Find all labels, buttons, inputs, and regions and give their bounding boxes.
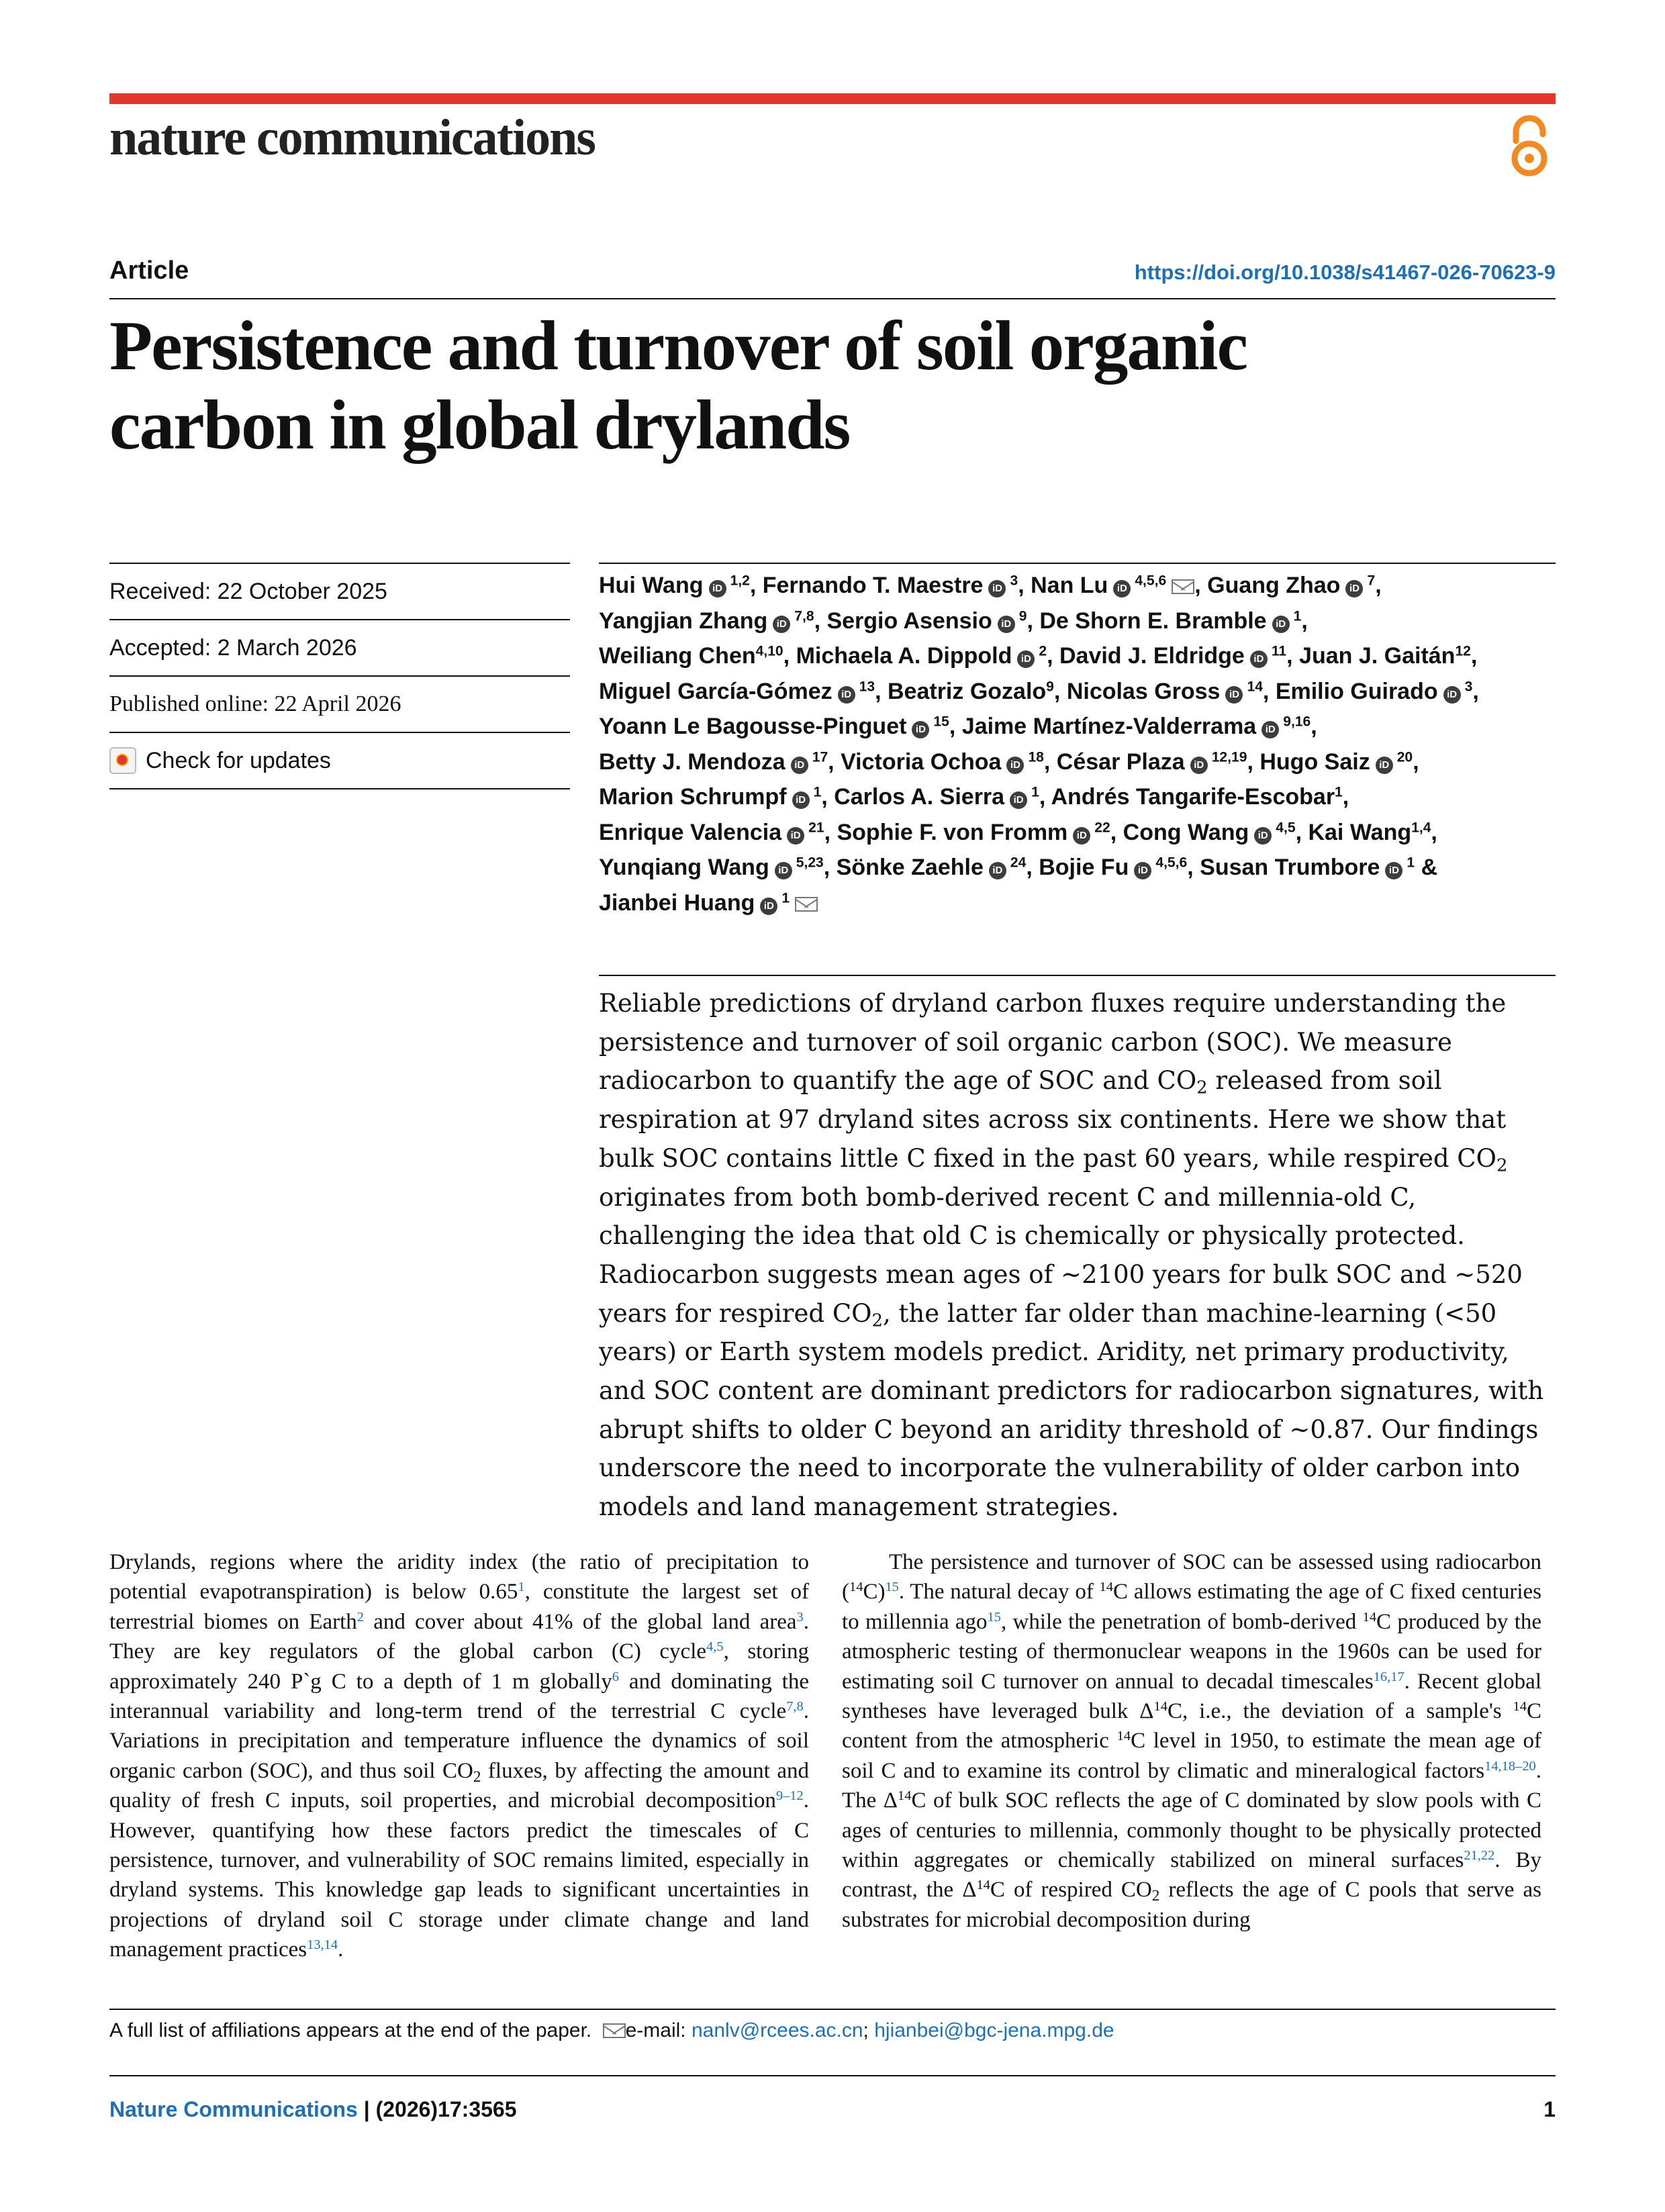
author[interactable] [599,749,828,775]
orcid-icon[interactable]: iD [838,686,855,704]
isotope-superscript: 14 [898,1788,912,1803]
author[interactable] [826,608,1027,634]
abstract-text-1: Reliable predictions of dryland carbon fluxes require understanding the persistence and turnover of soil organic carbon (SOC). We measure radiocarbon to quantify the age of SOC and CO [599,989,1507,1096]
check-for-updates-button[interactable] [109,733,570,789]
article-metadata [109,563,570,789]
author-name: Fernando T. Maestre [762,573,984,598]
author[interactable] [796,643,1047,669]
author-name: Jianbei Huang [599,889,755,916]
author-name: Yunqiang Wang [599,855,769,880]
author[interactable] [599,608,814,634]
orcid-icon[interactable]: iD [1225,686,1243,704]
orcid-icon[interactable]: iD [787,827,804,845]
email-icon[interactable] [1172,579,1194,594]
author-name: Beatriz Gozalo [888,678,1047,704]
body-text: . However, quantifying how these factors predict the timescales of C persistence, turnover, and vulnerability of SOC remains limited, especially in dryland systems. This knowledge gap leads to significant uncertainties in projections of dryland soil C storage under climate change and land management practices [109,1788,809,1962]
journal-citation [109,2097,517,2122]
page-number: 1 [1543,2097,1556,2121]
isotope-superscript: 14 [1362,1609,1377,1625]
published-date: Published online: 22 April 2026 [109,677,570,733]
reference-link[interactable]: 21,22 [1464,1847,1495,1863]
author-name: Nicolas Gross [1066,678,1221,704]
author-separator: , [1311,714,1317,739]
reference-link[interactable]: 14,18–20 [1484,1758,1536,1774]
orcid-icon[interactable]: iD [709,580,726,597]
reference-link[interactable]: 15 [987,1609,1001,1625]
author-name: De Shorn E. Bramble [1039,608,1267,634]
author-affiliation: 14 [1247,678,1263,694]
author-affiliation: 1,4 [1411,819,1431,835]
body-text: Drylands, regions where the aridity index (the ratio of precipitation to potential evapotranspiration) is below 0.65 [109,1550,809,1604]
reference-link[interactable]: 16,17 [1373,1669,1405,1684]
author-name: Guang Zhao [1207,573,1341,598]
author-name: Yoann Le Bagousse-Pinguet [599,714,907,739]
author-separator: , [1018,573,1031,598]
body-text: fluxes, by affecting the amount and quality of fresh C inputs, soil properties, and microbial decomposition [109,1758,809,1813]
reference-link[interactable]: 6 [612,1669,619,1684]
author[interactable] [841,749,1044,775]
email-separator: ; [863,2019,875,2041]
author[interactable] [1039,608,1301,634]
author-affiliation: 7 [1367,573,1376,589]
orcid-icon[interactable]: iD [1385,862,1402,879]
author-affiliation: 1 [781,889,790,906]
author-separator: , [1470,643,1478,669]
author-name: Kai Wang [1308,819,1412,845]
author-separator: , [1262,678,1276,704]
check-for-updates-label: Check for updates [146,747,331,773]
author-list [599,568,1556,920]
author-affiliation: 1 [1407,855,1415,871]
author-affiliation: 4,10 [755,643,783,659]
author-name: César Plaza [1056,749,1185,775]
author-affiliation: 9 [1018,608,1027,624]
author-separator: , [1027,608,1040,634]
author-name: Victoria Ochoa [841,749,1002,775]
author-separator: , [1413,749,1419,775]
abstract-divider [599,975,1556,976]
author[interactable] [599,573,750,598]
body-text: , storing approximately 240 P`g C to a depth of 1 m globally [109,1639,809,1694]
orcid-icon[interactable]: iD [1254,827,1272,845]
author-separator: , [1431,819,1437,845]
orcid-icon[interactable]: iD [1017,651,1035,668]
body-text: C) [863,1580,886,1604]
authors-divider [599,563,1556,564]
author-separator: , [828,749,841,775]
orcid-icon[interactable]: iD [1134,862,1151,879]
citation-volume: | (2026)17:3565 [357,2097,517,2121]
orcid-icon[interactable]: iD [760,898,777,915]
author-separator: , [875,678,888,704]
author[interactable] [1123,820,1296,845]
author-affiliation: 20 [1396,749,1413,765]
author-affiliation: 12,19 [1211,749,1247,765]
author-name: Enrique Valencia [599,819,782,845]
author-separator: , [749,573,763,598]
author-affiliation: 1 [813,784,822,800]
author-affiliation: 13 [859,678,875,694]
email-icon [603,2023,626,2038]
author-separator: , [949,714,962,739]
doi-link[interactable]: https://doi.org/10.1038/s41467-026-70623-9 [1134,260,1556,284]
body-text: C of respired CO [990,1878,1152,1903]
author-separator: , [783,643,796,669]
author-separator: & [1415,855,1438,880]
author-name: Susan Trumbore [1200,855,1380,880]
body-text: The persistence and turnover of SOC can be assessed using radiocarbon ( [842,1550,1541,1604]
author[interactable] [599,643,783,669]
author-affiliation: 1 [1031,784,1039,800]
author[interactable] [599,820,824,845]
author-affiliation: 3 [1010,573,1018,589]
orcid-icon[interactable]: iD [998,616,1015,633]
orcid-icon[interactable]: iD [1272,616,1290,633]
author[interactable] [837,855,1027,880]
abstract [599,984,1556,1527]
author-separator: , [1301,608,1308,634]
author-separator: , [1026,855,1039,880]
orcid-icon[interactable]: iD [988,580,1006,597]
journal-accent-bar [109,93,1556,104]
author-affiliation: 3 [1464,678,1473,694]
crossmark-icon [109,747,136,774]
author-name: David J. Eldridge [1059,643,1245,669]
author-separator: , [1047,643,1059,669]
reference-link[interactable]: 1 [518,1580,525,1595]
author[interactable] [834,784,1039,810]
author-separator: , [1375,573,1382,598]
author-name: Jaime Martínez-Valderrama [961,714,1257,739]
body-text: C, i.e., the deviation of a sample's [1167,1699,1513,1724]
author-affiliation: 4,5,6 [1135,573,1167,589]
author[interactable] [599,679,875,704]
orcid-icon[interactable]: iD [1073,827,1090,845]
author-name: Yangjian Zhang [599,608,768,634]
title-line-2: carbon in global drylands [109,385,850,464]
email-label: e-mail: [625,2019,692,2041]
reference-link[interactable]: 15 [885,1580,899,1595]
orcid-icon[interactable]: iD [1190,757,1208,774]
orcid-icon[interactable]: iD [1113,580,1131,597]
author[interactable] [1057,749,1247,775]
email-link-2[interactable]: hjianbei@bgc-jena.mpg.de [874,2019,1114,2041]
email-icon[interactable] [795,897,818,912]
isotope-superscript: 14 [849,1580,863,1595]
orcid-icon[interactable]: iD [791,757,808,774]
author-separator: , [1053,678,1067,704]
header-divider [109,298,1556,299]
email-link-1[interactable]: nanlv@rcees.ac.cn [691,2019,863,2041]
author-affiliation: 24 [1010,855,1027,871]
author[interactable] [599,714,949,739]
orcid-icon[interactable]: iD [1250,651,1268,668]
orcid-icon[interactable]: iD [1345,580,1363,597]
open-access-icon[interactable] [1508,114,1551,179]
body-text: . The natural decay of [898,1580,1100,1604]
orcid-icon[interactable]: iD [1376,757,1393,774]
body-text: reflects the age of C pools that serve as substrates for microbial decomposition during [842,1878,1541,1932]
footer-divider [109,2009,1556,2010]
body-text: C allows estimating the age of C fixed centuries to millennia ago [842,1580,1542,1634]
author[interactable] [599,855,824,880]
author-separator: , [1110,819,1123,845]
author[interactable] [1276,679,1473,704]
body-text: C produced by the atmospheric testing of thermonuclear weapons in the 1960s can be used for estimating soil C turnover on annual to decadal timescales [842,1609,1542,1694]
body-text: . The Δ [842,1758,1541,1813]
author[interactable] [962,714,1311,739]
author-separator: , [821,784,835,810]
orcid-icon[interactable]: iD [912,721,929,738]
author-separator: , [1342,784,1349,810]
body-column-left [109,1547,809,1965]
abstract-subscript: 2 [1496,1155,1508,1176]
author-name: Sophie F. von Fromm [837,819,1068,845]
article-title [109,306,1519,465]
author-affiliation: 4,5,6 [1155,855,1188,871]
isotope-superscript: 14 [1153,1698,1168,1714]
author-name: Hui Wang [599,573,704,598]
isotope-superscript: 14 [1116,1729,1131,1744]
author-name: Andrés Tangarife-Escobar [1051,784,1335,810]
reference-link[interactable]: 7,8 [786,1698,804,1714]
abstract-subscript: 2 [1196,1077,1208,1098]
author[interactable] [1031,573,1194,598]
orcid-icon[interactable]: iD [775,862,792,879]
body-text: , constitute the largest set of terrestrial biomes on Earth [109,1580,809,1634]
author-affiliation: 2 [1039,643,1047,659]
reference-link[interactable]: 3 [796,1609,804,1625]
author-affiliation: 1,2 [730,573,750,589]
author-name: Sönke Zaehle [836,855,984,880]
author-separator: , [1295,819,1309,845]
author-separator: , [1194,573,1208,598]
article-type-label: Article [109,256,189,285]
orcid-icon[interactable]: iD [792,791,810,809]
author-affiliation: 11 [1271,643,1287,659]
author-affiliation: 7,8 [794,608,814,624]
orcid-icon[interactable]: iD [1010,791,1027,809]
orcid-icon[interactable]: iD [989,862,1006,879]
body-text: . Variations in precipitation and temperature influence the dynamics of soil organic carbon (SOC), and thus soil CO [109,1699,809,1783]
title-line-1: Persistence and turnover of soil organic [109,306,1247,385]
journal-name: nature communications [109,109,595,166]
abstract-text-4: , the latter far older than machine-learning (<50 years) or Earth system models predict. Aridity, net primary productivity, and SOC content are dominant predictors for radiocarbon signatures, with abrupt shifts to older C beyond an aridity threshold of ~0.87. Our findings underscore the need to incorporate the vulnerability of older carbon into models and land management strategies. [599,1298,1544,1522]
orcid-icon[interactable]: iD [773,616,790,633]
author-separator: , [814,608,827,634]
author-separator: , [1472,678,1479,704]
author-affiliation: 22 [1094,819,1110,835]
orcid-icon[interactable]: iD [1262,721,1279,738]
body-text: , while the penetration of bomb-derived [1000,1609,1363,1634]
body-text: C of bulk SOC reflects the age of C dominated by slow pools with C ages of centuries to millennia, commonly thought to be physically protected within aggregates or chemically stabilized on mineral surfaces [842,1788,1542,1873]
reference-link[interactable]: 9–12 [775,1788,804,1803]
author[interactable] [837,820,1110,845]
body-text: and cover about 41% of the global land area [364,1609,797,1634]
author-name: Michaela A. Dippold [796,643,1012,669]
body-text: . They are key regulators of the global carbon (C) cycle [109,1609,809,1664]
author-affiliation: 1 [1293,608,1302,624]
author[interactable] [1067,679,1263,704]
journal-citation-name[interactable]: Nature Communications [109,2097,358,2121]
author-affiliation: 12 [1455,643,1471,659]
author-affiliation: 1 [1335,784,1343,800]
author-affiliation: 17 [812,749,828,765]
bottom-divider [109,2075,1556,2076]
body-column-right [842,1547,1541,1935]
author[interactable] [1299,643,1471,669]
body-text: . Recent global syntheses have leveraged bulk Δ [842,1669,1541,1724]
body-text: and dominating the interannual variability and long-term trend of the terrestrial C cycle [109,1669,809,1724]
isotope-superscript: 14 [976,1878,990,1893]
affiliations-note [109,2019,1114,2042]
author-separator: , [823,855,837,880]
isotope-superscript: 14 [1513,1698,1527,1714]
author[interactable] [763,573,1018,598]
author[interactable] [1039,855,1187,880]
received-date: Received: 22 October 2025 [109,563,570,620]
affiliations-note-text: A full list of affiliations appears at the end of the paper. [109,2019,592,2041]
author[interactable] [1207,573,1375,598]
author-name: Miguel García-Gómez [599,678,832,704]
author-name: Marion Schrumpf [599,784,787,810]
author-separator: , [1043,749,1057,775]
reference-link[interactable]: 2 [356,1609,365,1625]
body-text: C content from the atmospheric [842,1699,1541,1753]
subscript: 2 [1151,1886,1160,1905]
author-name: Weiliang Chen [599,643,756,669]
body-text: . [338,1937,344,1962]
isotope-superscript: 14 [1099,1580,1113,1595]
subscript: 2 [473,1767,481,1785]
author-name: Nan Lu [1031,573,1108,598]
author[interactable] [1259,749,1413,775]
author-separator: , [1286,643,1300,669]
abstract-text-3: originates from both bomb-derived recent C and millennia-old C, challenging the idea that old C is chemically or physically protected. Radiocarbon suggests mean ages of ~2100 years for bulk SOC and ~520 years for respired CO [599,1182,1523,1328]
accepted-date: Accepted: 2 March 2026 [109,620,570,677]
author[interactable] [1308,820,1431,845]
author-name: Hugo Saiz [1259,749,1370,775]
body-text: C level in 1950, to estimate the mean age of soil C and to examine its control by climatic and mineralogical factors [842,1729,1541,1783]
author-affiliation: 5,23 [796,855,824,871]
author[interactable] [1200,855,1415,880]
orcid-icon[interactable]: iD [1006,757,1024,774]
reference-link[interactable]: 13,14 [307,1937,338,1953]
author-name: Bojie Fu [1039,855,1129,880]
author-name: Juan J. Gaitán [1299,643,1456,669]
reference-link[interactable]: 4,5 [706,1639,724,1654]
author[interactable] [1051,784,1342,810]
author[interactable] [599,890,818,916]
author-name: Sergio Asensio [826,608,992,634]
author-separator: , [1247,749,1260,775]
body-text: . By contrast, the Δ [842,1848,1541,1903]
author[interactable] [1059,643,1286,669]
author-name: Cong Wang [1123,819,1249,845]
author-affiliation: 18 [1028,749,1044,765]
author-affiliation: 21 [808,819,824,835]
author-separator: , [1039,784,1051,810]
author-affiliation: 9 [1046,678,1054,694]
author[interactable] [888,679,1054,704]
author-separator: , [1187,855,1200,880]
orcid-icon[interactable]: iD [1443,686,1461,704]
author-name: Betty J. Mendoza [599,749,786,775]
author-affiliation: 15 [933,714,949,730]
author-separator: , [824,819,837,845]
author-affiliation: 9,16 [1283,714,1311,730]
author-affiliation: 4,5 [1276,819,1296,835]
abstract-text-2: released from soil respiration at 97 dryland sites across six continents. Here we show that bulk SOC contains little C fixed in the past 60 years, while respired CO [599,1066,1507,1173]
abstract-subscript: 2 [871,1310,883,1331]
author-name: Carlos A. Sierra [834,784,1005,810]
author[interactable] [599,784,821,810]
author-name: Emilio Guirado [1275,678,1438,704]
